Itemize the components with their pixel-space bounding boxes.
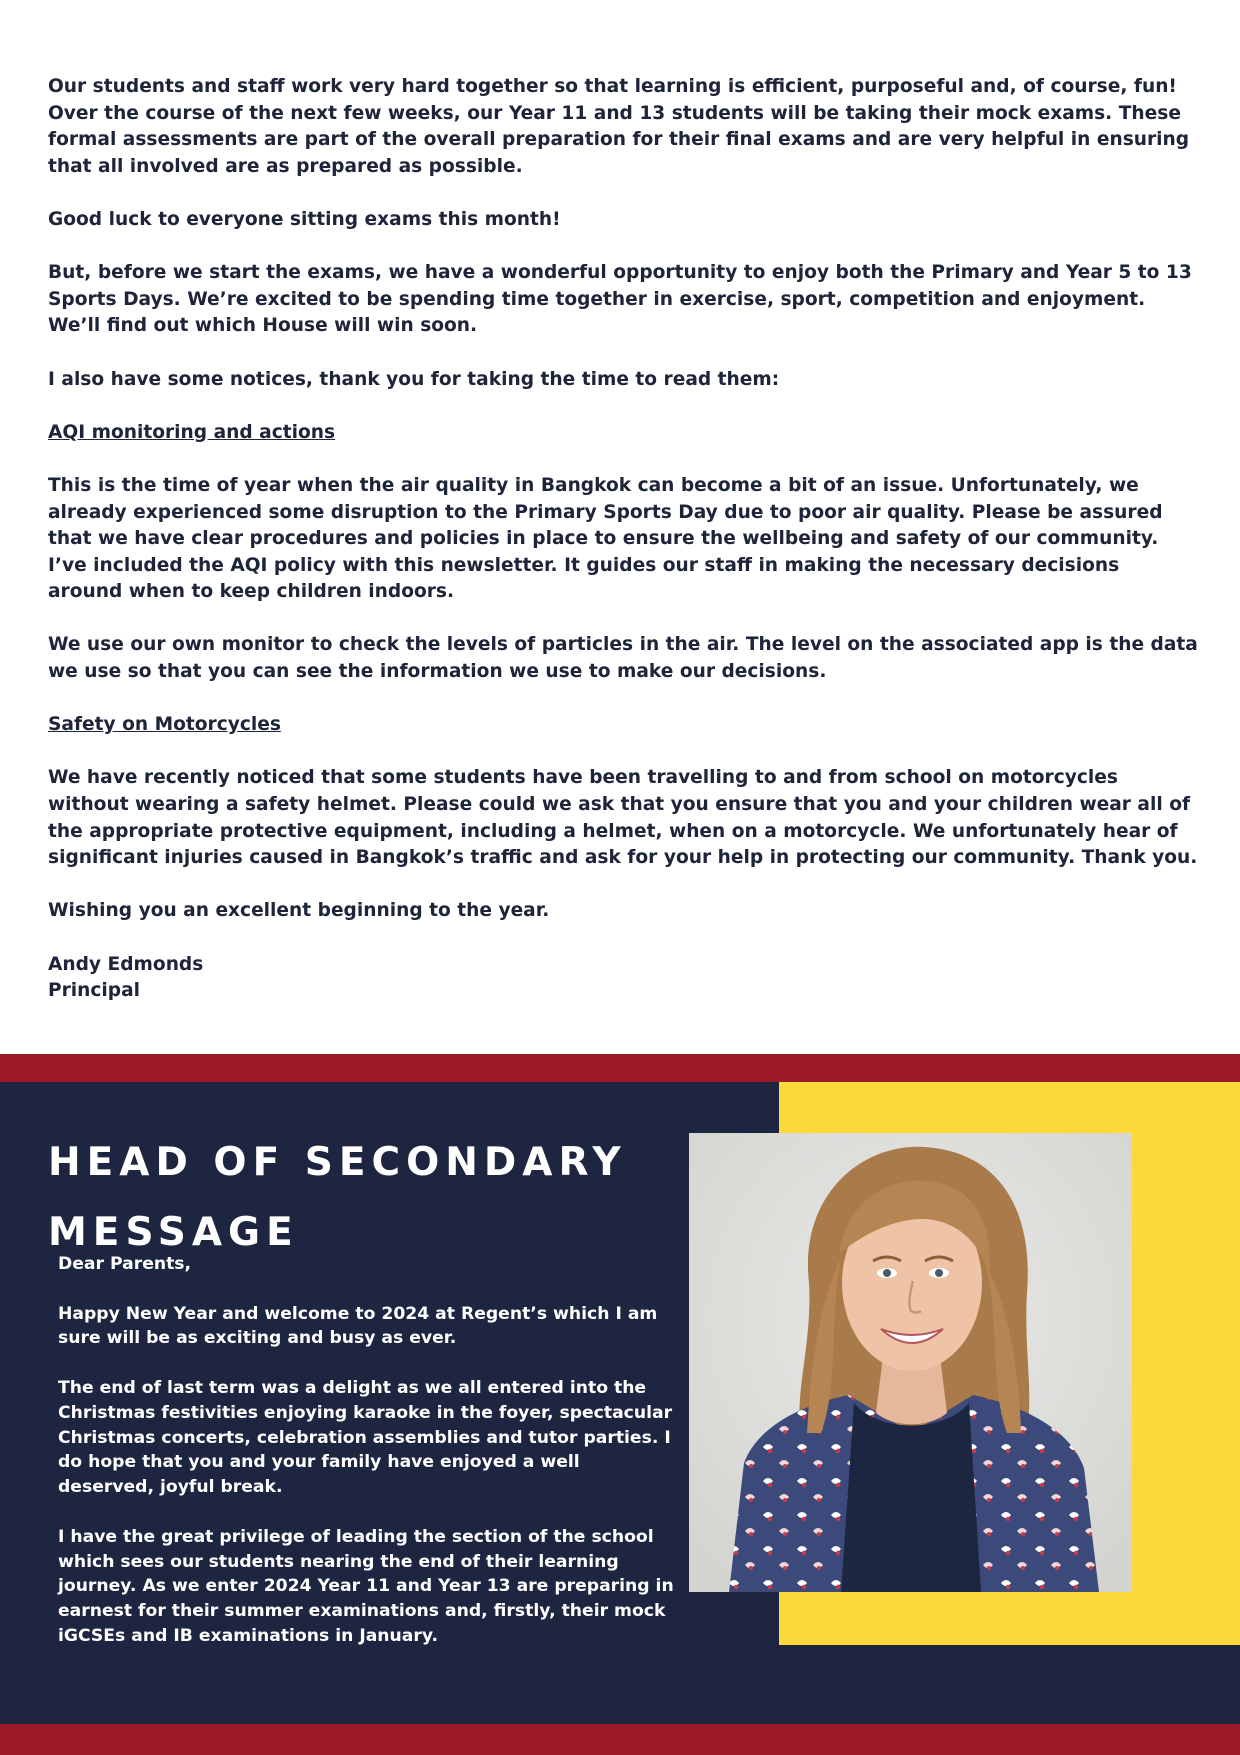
red-divider-band <box>0 1054 1240 1082</box>
letter-paragraph: We use our own monitor to check the levels of particles in the air. The level on the associated app is the data we use so that you can see the information we use to make our decisions. <box>48 634 1198 683</box>
section-title <box>48 1128 668 1268</box>
secondary-message-body <box>58 1252 674 1674</box>
signature-title: Principal <box>48 980 141 1002</box>
signature-name: Andy Edmonds <box>48 953 204 975</box>
head-of-secondary-photo <box>689 1133 1132 1592</box>
section-title-line: MESSAGE <box>48 1210 299 1255</box>
letter-paragraph: Good luck to everyone sitting exams this month! <box>48 208 561 230</box>
red-footer-band <box>0 1724 1240 1755</box>
letter-paragraph: We have recently noticed that some students have been travelling to and from school on motorcycles without wearing a safety helmet. Please could we ask that you ensure that you and your children wear all of the appropriate protective equipment, including a helmet, when on a motorcycle. We unfortunately hear of significant injuries caused in Bangkok’s traffic and ask for your help in protecting our community. Thank you. <box>48 767 1198 869</box>
portrait-illustration <box>689 1133 1132 1592</box>
message-paragraph: I have the great privilege of leading the section of the school which sees our students nearing the end of their learning journey. As we enter 2024 Year 11 and Year 13 are preparing in earnest for their summer examinations and, firstly, their mock iGCSEs and IB examinations in January. <box>58 1526 674 1646</box>
principal-letter <box>48 74 1198 1005</box>
letter-paragraph: Our students and staff work very hard together so that learning is efficient, purposeful and, of course, fun! Over the course of the next few weeks, our Year 11 and 13 students will be taking their mock exams. These formal assessments are part of the overall preparation for their final exams and are very helpful in ensuring that all involved are as prepared as possible. <box>48 76 1190 177</box>
letter-paragraph: I also have some notices, thank you for taking the time to read them: <box>48 368 780 390</box>
letter-paragraph: This is the time of year when the air quality in Bangkok can become a bit of an issue. Unfortunately, we already experienced some disruption to the Primary Sports Day due to poor air quality. Please be assured that we have clear procedures and policies in place to ensure the wellbeing and safety of our community. I’ve included the AQI policy with this newsletter. It guides our staff in making the necessary decisions around when to keep children indoors. <box>48 474 1163 603</box>
letter-paragraph: Wishing you an excellent beginning to the year. <box>48 900 550 922</box>
message-paragraph: The end of last term was a delight as we all entered into the Christmas festivities enjoying karaoke in the foyer, spectacular Christmas concerts, celebration assemblies and tutor parties. I do hope that you and your family have enjoyed a well deserved, joyful break. <box>58 1377 673 1498</box>
letter-paragraph: But, before we start the exams, we have a wonderful opportunity to enjoy both the Primary and Year 5 to 13 Sports Days. We’re excited to be spending time together in exercise, sport, competition and enjoyment. We’ll find out which House will win soon. <box>48 262 1192 337</box>
motorcycle-safety-heading: Safety on Motorcycles <box>48 714 281 736</box>
section-title-line: HEAD OF SECONDARY <box>48 1140 627 1185</box>
message-paragraph: Happy New Year and welcome to 2024 at Regent’s which I am sure will be as exciting and busy as ever. <box>58 1303 658 1349</box>
aqi-heading: AQI monitoring and actions <box>48 421 336 443</box>
salutation: Dear Parents, <box>58 1254 192 1274</box>
